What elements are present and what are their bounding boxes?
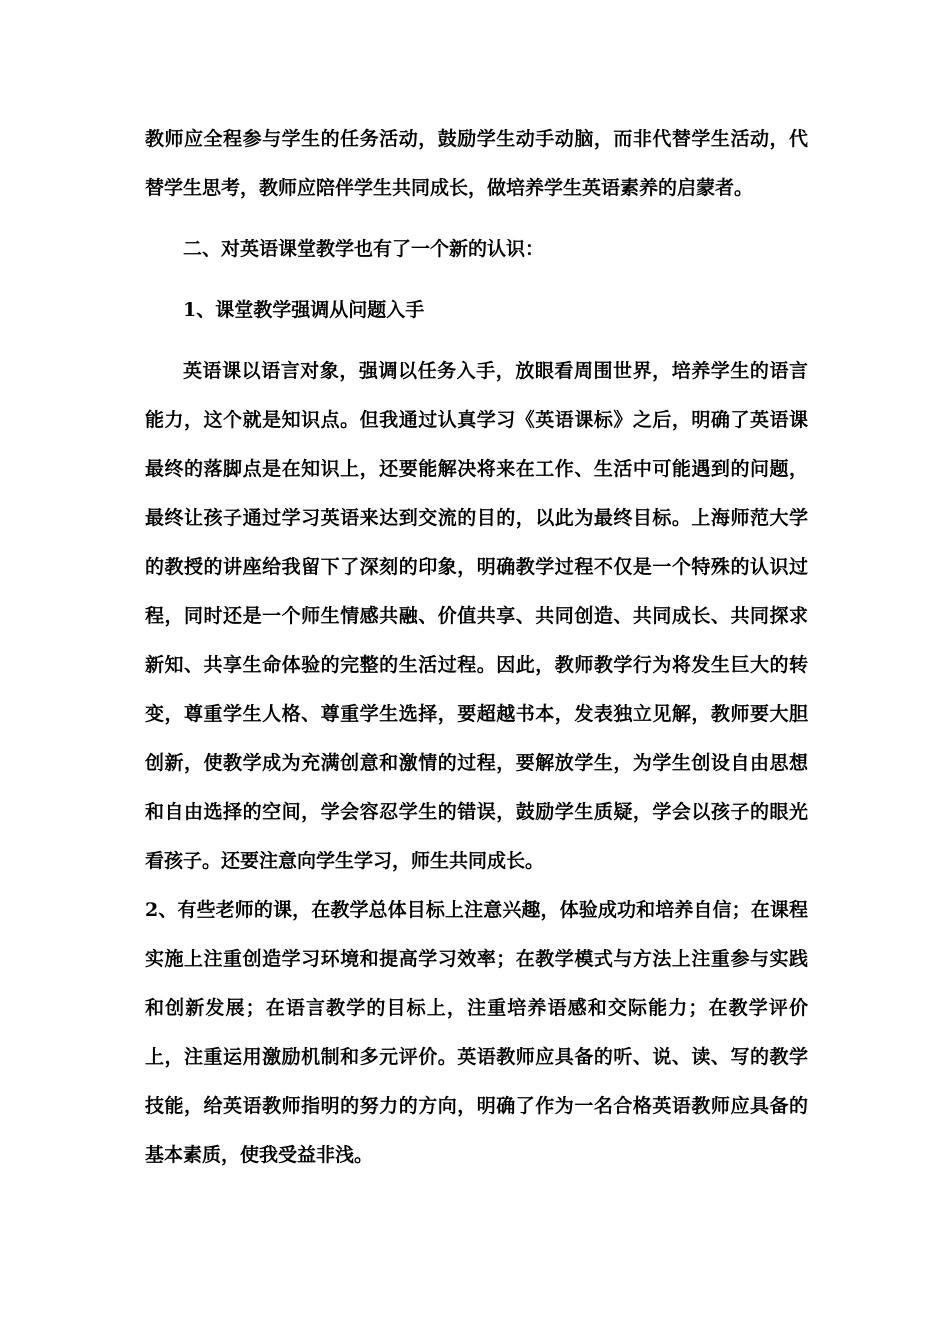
paragraph-teacher-lessons: 2、有些老师的课，在教学总体目标上注意兴趣，体验成功和培养自信；在课程实施上注重创造学习环境和提高学习效率；在教学模式与方法上注重参与实践和创新发展；在语言教学的目标上，注重培养语感和交际能力；在教学评价上，注重运用激励机制和多元评价。英语教师应具备的听、说、读、写的教学技能，给英语教师指明的努力的方向，明确了作为一名合格英语教师应具备的基本素质，使我受益非浅。	[145, 899, 808, 1166]
document-body	[145, 115, 808, 1180]
paragraph-english-class-goals: 英语课以语言对象，强调以任务入手，放眼看周围世界，培养学生的语言能力，这个就是知识点。但我通过认真学习《英语课标》之后，明确了英语课最终的落脚点是在知识上，还要能解决将来在工作、生活中可能遇到的问题，最终让孩子通过学习英语来达到交流的目的，以此为最终目标。上海师范大学的教授的讲座给我留下了深刻的印象，明确教学过程不仅是一个特殊的认识过程，同时还是一个师生情感共融、价值共享、共同创造、共同成长、共同探求新知、共享生命体验的完整的生活过程。因此，教师教学行为将发生巨大的转变，尊重学生人格、尊重学生选择，要超越书本，发表独立见解，教师要大胆创新，使教学成为充满创意和激情的过程，要解放学生，为学生创设自由思想和自由选择的空间，学会容忍学生的错误，鼓励学生质疑，学会以孩子的眼光看孩子。还要注意向学生学习，师生共同成长。	[145, 360, 808, 872]
section-heading-new-understanding: 二、对英语课堂教学也有了一个新的认识：	[183, 238, 545, 260]
paragraph-teacher-role: 教师应全程参与学生的任务活动，鼓励学生动手动脑，而非代替学生活动，代替学生思考，教师应陪伴学生共同成长，做培养学生英语素养的启蒙者。	[145, 128, 808, 199]
subheading-problem-based-teaching: 1、课堂教学强调从问题入手	[183, 299, 425, 321]
